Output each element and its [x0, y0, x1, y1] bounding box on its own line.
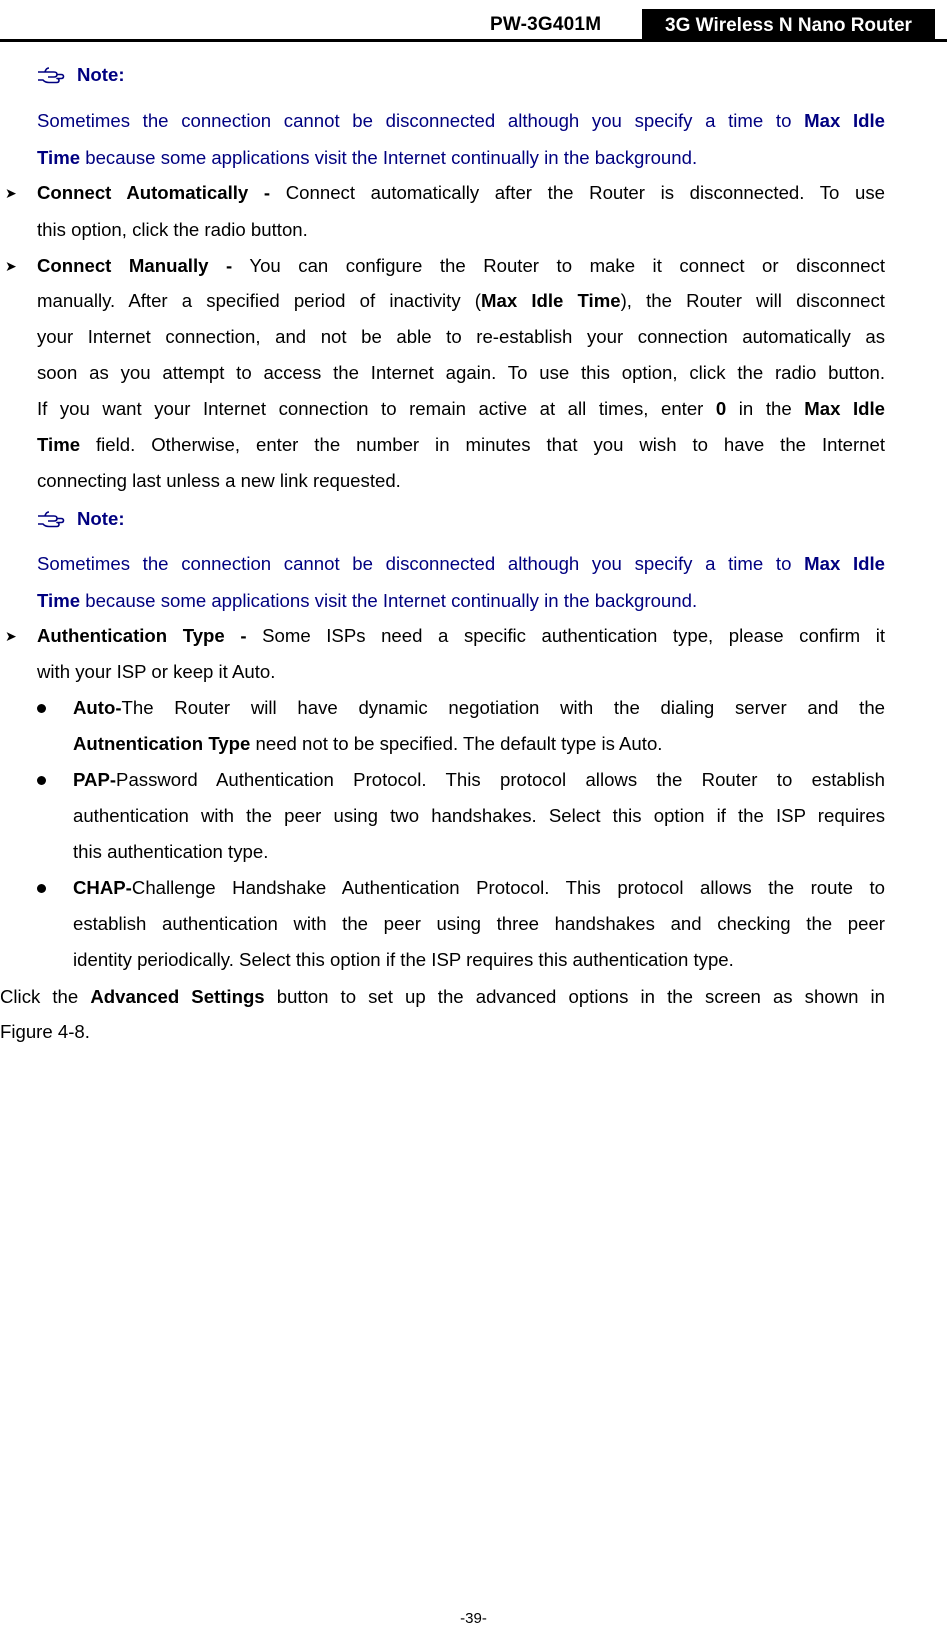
figure-reference: Figure 4-8. — [0, 1021, 90, 1042]
connect-manual-text: You can configure the Router to make it connect or disconnect — [232, 255, 885, 276]
note-bold-term: Time — [37, 147, 81, 168]
auth-auto-term: Auto- — [73, 697, 122, 718]
auth-chap-text: Challenge Handshake Authentication Protocol. This protocol allows the route to — [131, 877, 885, 898]
auth-chap-line: identity periodically. Select this option if the ISP requires this authentication type. — [73, 949, 734, 970]
auth-pap-line: this authentication type. — [73, 841, 269, 862]
note-text-line — [37, 110, 885, 132]
auth-auto-line — [73, 733, 662, 755]
note-text: because some applications visit the Internet continually in the background. — [80, 590, 698, 611]
connect-manual-text: manually. After a specified period of inactivity ( — [37, 290, 481, 311]
note-heading — [37, 64, 125, 86]
connect-auto-line — [37, 182, 885, 204]
note-bold-term: Time — [37, 590, 81, 611]
connect-manual-line: connecting last unless a new link requested. — [37, 470, 401, 491]
note-text-line — [37, 590, 697, 612]
page-number: -39- — [460, 1610, 487, 1627]
connect-auto-text: Connect automatically after the Router is disconnected. To use — [270, 182, 885, 203]
auth-auto-text: need not to be specified. The default type is Auto. — [250, 733, 663, 754]
pointing-hand-icon — [37, 509, 65, 529]
auth-pap-line: authentication with the peer using two handshakes. Select this option if the ISP requires — [73, 805, 885, 826]
note-text: because some applications visit the Internet continually in the background. — [80, 147, 698, 168]
connect-manual-line — [37, 255, 885, 277]
auth-type-term: Authentication Type - — [37, 625, 247, 646]
note-text-line — [37, 147, 697, 169]
note-title: Note: — [77, 64, 125, 85]
round-bullet-icon — [37, 704, 46, 713]
note-text: Sometimes the connection cannot be disconnected although you specify a time to — [37, 110, 805, 131]
note-heading — [37, 508, 125, 530]
auth-chap-line — [73, 877, 885, 899]
connect-manual-line — [37, 398, 885, 420]
connect-manual-text: If you want your Internet connection to remain active at all times, enter — [37, 398, 716, 419]
connect-manual-line: soon as you attempt to access the Internet again. To use this option, click the radio button. — [37, 362, 885, 383]
page-header — [0, 0, 947, 42]
arrowhead-bullet-icon: ➤ — [5, 185, 17, 201]
connect-manual-line — [37, 290, 885, 312]
round-bullet-icon — [37, 776, 46, 785]
auth-type-term: Autnentication Type — [73, 733, 251, 754]
round-bullet-icon — [37, 884, 46, 893]
connect-auto-term: Connect Automatically - — [37, 182, 271, 203]
arrowhead-bullet-icon: ➤ — [5, 628, 17, 644]
closing-text: Click the — [0, 986, 91, 1007]
connect-manual-text: ), the Router will disconnect — [620, 290, 885, 311]
auth-type-line — [37, 625, 885, 647]
auth-pap-line — [73, 769, 885, 791]
note-bold-term: Max Idle — [804, 110, 885, 131]
connect-manual-text: in the — [726, 398, 805, 419]
auth-chap-term: CHAP- — [73, 877, 132, 898]
auth-type-line: with your ISP or keep it Auto. — [37, 661, 276, 682]
note-text: Sometimes the connection cannot be disconnected although you specify a time to — [37, 553, 805, 574]
auth-pap-term: PAP- — [73, 769, 117, 790]
advanced-settings-term: Advanced Settings — [90, 986, 265, 1007]
auth-type-text: Some ISPs need a specific authentication type, please confirm it — [246, 625, 885, 646]
closing-line — [0, 986, 885, 1008]
header-rule — [0, 39, 947, 42]
zero-value: 0 — [715, 398, 727, 419]
max-idle-term: Max Idle — [804, 398, 885, 419]
arrowhead-bullet-icon: ➤ — [5, 258, 17, 274]
auth-chap-line: establish authentication with the peer using three handshakes and checking the peer — [73, 913, 885, 934]
closing-text: button to set up the advanced options in the screen as shown in — [264, 986, 885, 1007]
time-term: Time — [37, 434, 81, 455]
header-model: PW-3G401M — [490, 14, 602, 35]
connect-manual-text: field. Otherwise, enter the number in minutes that you wish to have the Internet — [80, 434, 885, 455]
connect-manual-line — [37, 434, 885, 456]
note-bold-term: Max Idle — [804, 553, 885, 574]
auth-pap-text: Password Authentication Protocol. This protocol allows the Router to establish — [116, 769, 885, 790]
pointing-hand-icon — [37, 65, 65, 85]
auth-auto-line — [73, 697, 885, 719]
connect-auto-line: this option, click the radio button. — [37, 219, 308, 240]
header-product: 3G Wireless N Nano Router — [642, 9, 935, 41]
connect-manual-term: Connect Manually - — [37, 255, 233, 276]
auth-auto-text: The Router will have dynamic negotiation with the dialing server and the — [121, 697, 885, 718]
note-text-line — [37, 553, 885, 575]
connect-manual-line: your Internet connection, and not be able to re-establish your connection automatically as — [37, 326, 885, 347]
note-title: Note: — [77, 508, 125, 529]
max-idle-time-term: Max Idle Time — [481, 290, 621, 311]
